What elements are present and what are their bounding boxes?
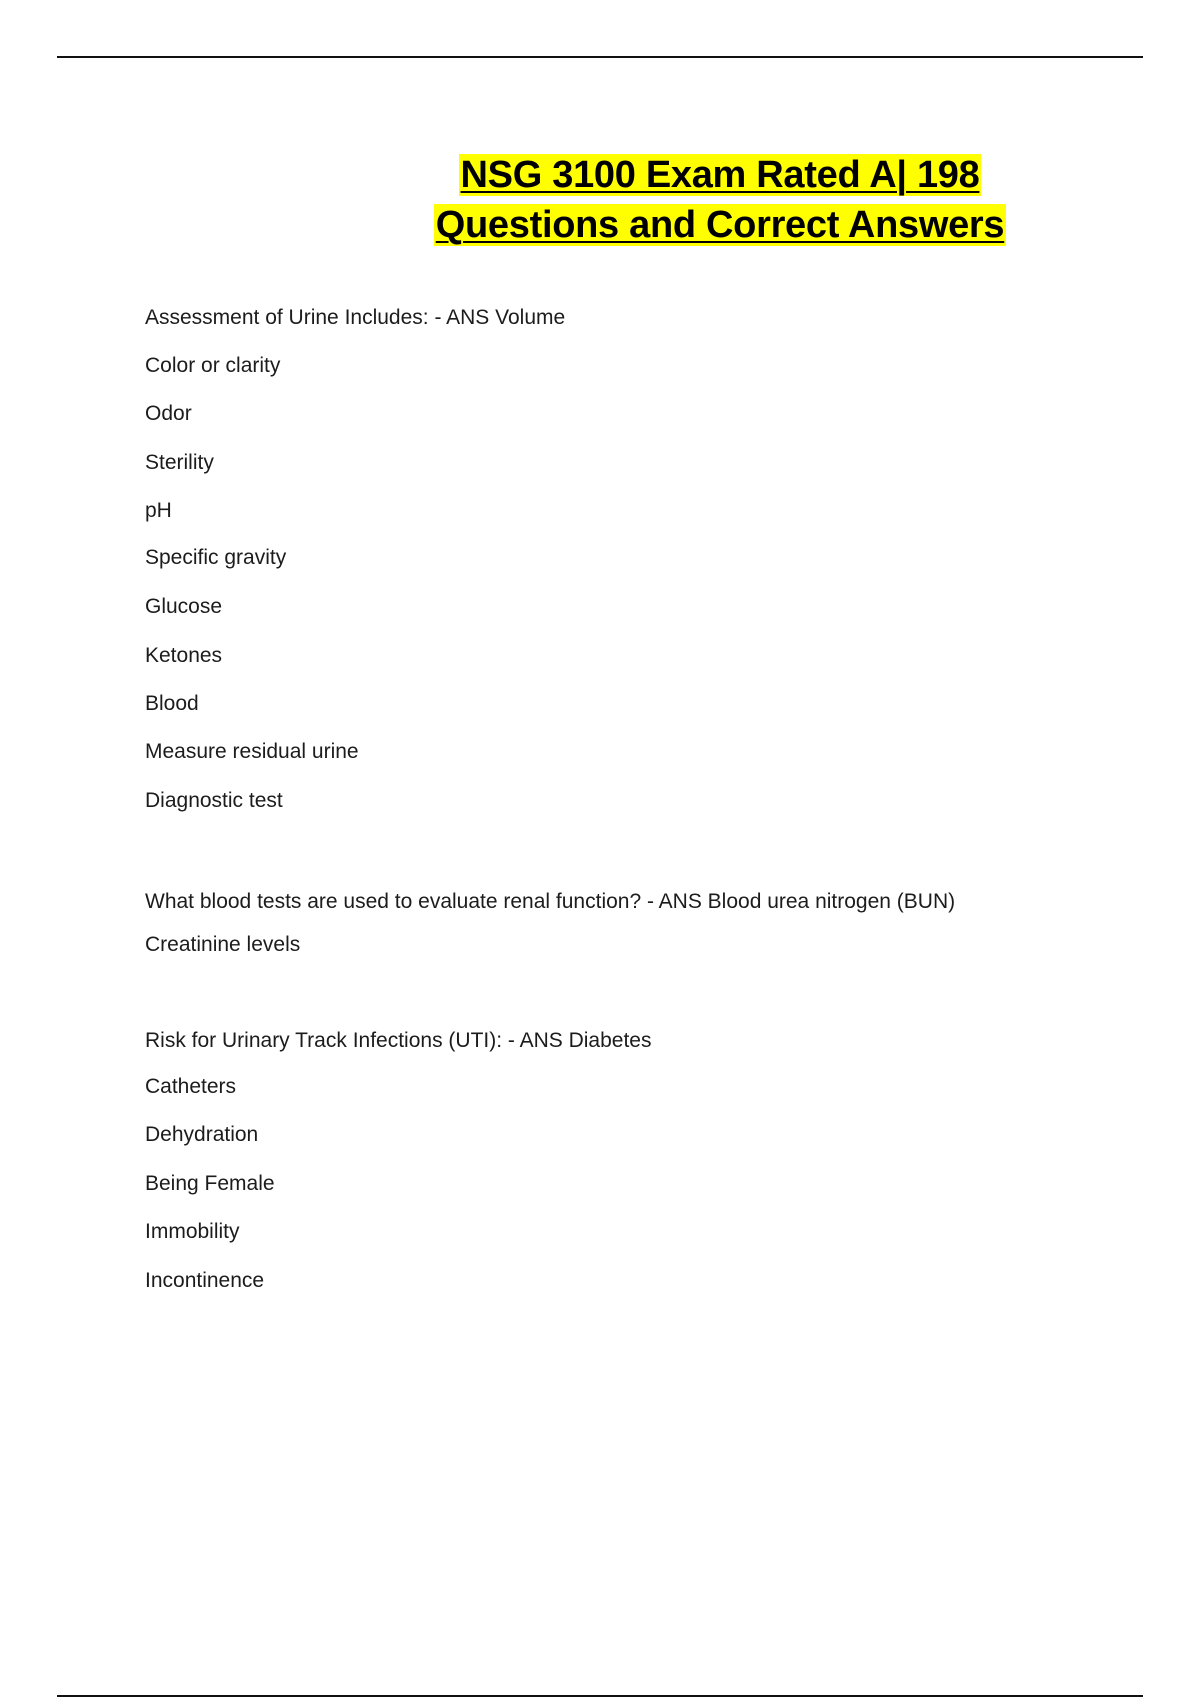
answer-line: Catheters [145, 1075, 237, 1098]
answer-line: Odor [145, 402, 192, 425]
answer-line: Immobility [145, 1220, 240, 1243]
document-title [380, 150, 1060, 250]
question-line: Assessment of Urine Includes: - ANS Volume [145, 306, 566, 329]
answer-line: Being Female [145, 1172, 275, 1195]
answer-line: Creatinine levels [145, 933, 301, 956]
answer-line: Glucose [145, 595, 223, 618]
answer-line: Sterility [145, 451, 214, 474]
question-line: What blood tests are used to evaluate renal function? - ANS Blood urea nitrogen (BUN) [145, 890, 956, 913]
answer-line: Dehydration [145, 1123, 259, 1146]
answer-line: pH [145, 499, 172, 522]
answer-line: Specific gravity [145, 546, 287, 569]
answer-line: Measure residual urine [145, 740, 359, 763]
question-line: Risk for Urinary Track Infections (UTI): - ANS Diabetes [145, 1029, 652, 1052]
header-rule [57, 56, 1143, 58]
title-line-1: NSG 3100 Exam Rated A| 198 [460, 154, 980, 196]
footer-rule [57, 1695, 1143, 1697]
answer-line: Color or clarity [145, 354, 281, 377]
answer-line: Ketones [145, 644, 223, 667]
answer-line: Incontinence [145, 1269, 265, 1292]
answer-line: Blood [145, 692, 199, 715]
answer-line: Diagnostic test [145, 789, 283, 812]
title-line-2: Questions and Correct Answers [435, 204, 1005, 246]
